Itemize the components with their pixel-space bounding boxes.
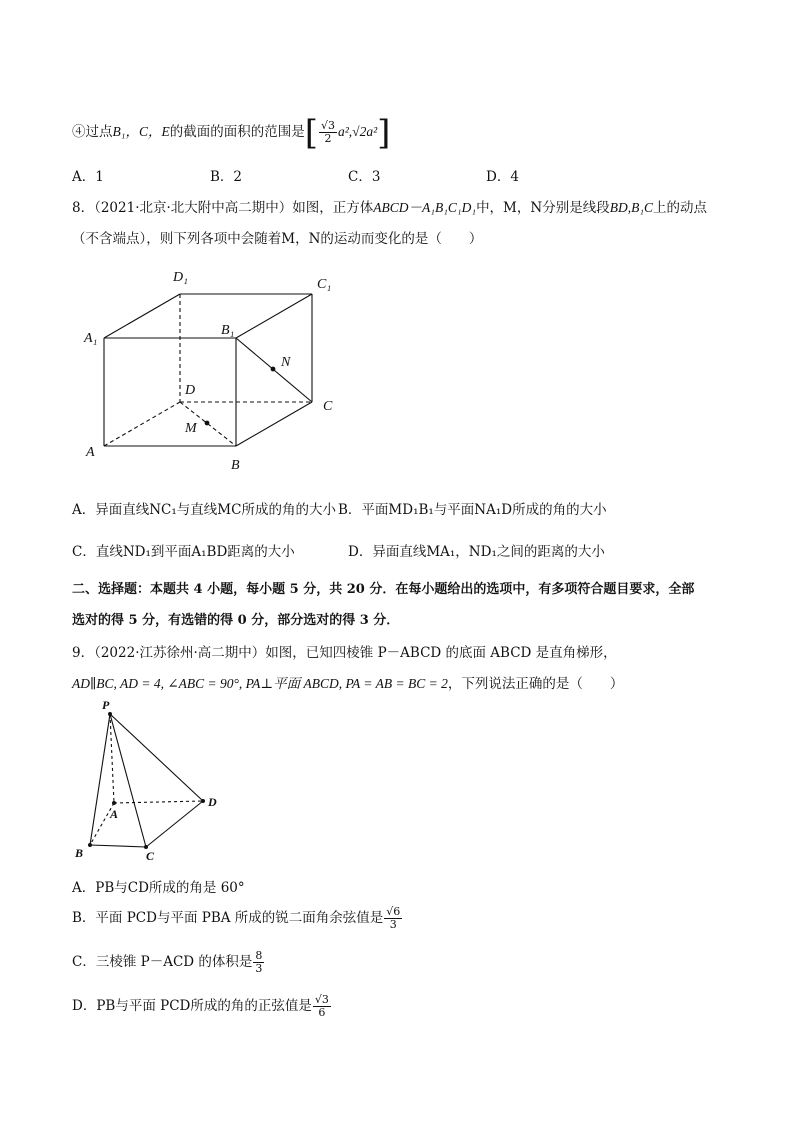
q8-segments: BD,B₁C (609, 200, 654, 215)
edge-b1c1 (236, 294, 312, 338)
q9-option-b[interactable] (72, 906, 403, 931)
q8-cube-name: ABCD－A₁B₁C₁D₁ (373, 200, 477, 215)
edge-ad-hidden (114, 801, 203, 803)
frac-den: 3 (255, 962, 263, 975)
label-b: B (75, 846, 84, 860)
option-text: D．PB与平面 PCD所成的角的正弦值是 (72, 998, 312, 1014)
vertex-d (201, 799, 205, 803)
edge-cd (146, 801, 203, 847)
q8-stem-line1 (72, 198, 707, 218)
q8-option-c[interactable]: C．直线ND₁到平面A₁BD距离的大小 (72, 544, 295, 560)
frac-den: 3 (389, 918, 397, 931)
q7-option-a[interactable] (72, 165, 104, 185)
label-m: M (185, 421, 197, 436)
q9-option-a[interactable]: A．PB与CD所成的角是 60° (72, 880, 245, 896)
range-left-bracket: [ (304, 112, 318, 153)
q7-item4-text: 的截面的面积的范围是 (169, 124, 305, 140)
option-text: B．平面 PCD与平面 PBA 所成的锐二面角余弦值是 (72, 910, 384, 926)
q8-option-d[interactable]: D．异面直线MA₁，ND₁之间的距离的大小 (348, 544, 605, 560)
q9-option-c[interactable] (72, 950, 265, 975)
label-c1: C₁ (317, 277, 332, 292)
q9-optc-fraction (253, 950, 264, 975)
q7-option-b[interactable] (210, 165, 242, 185)
q9-suffix: ，下列说法正确的是（ ） (447, 676, 624, 692)
frac-den: 6 (318, 1006, 326, 1019)
q7-option-d[interactable] (486, 165, 519, 185)
q9-conditions: AD∥BC, AD = 4, ∠ABC = 90°, PA⊥平面 ABCD, PA = AB = BC = 2 (72, 676, 448, 691)
q8-stem-line2: （不含端点），则下列各项中会随着M，N的运动而变化的是（ ） (72, 231, 483, 247)
edge-bc (90, 845, 146, 847)
point-m (205, 421, 210, 426)
edge-ad-hidden (104, 402, 180, 446)
label-a: A (110, 807, 119, 821)
option-text: 1 (95, 169, 104, 185)
q7-option-c[interactable] (348, 165, 380, 185)
q9-optd-fraction (313, 994, 331, 1019)
range-den: 2 (324, 132, 332, 145)
edge-pd (110, 714, 203, 801)
section2-line1: 二、选择题：本题共 4 小题，每小题 5 分，共 20 分．在每小题给出的选项中，有多项符合题目要求，全部 (72, 582, 695, 597)
q8-suffix: 上的动点 (653, 200, 708, 216)
q9-stem-line1: 9．（2022·江苏徐州·高二期中）如图，已知四棱锥 P－ABCD 的底面 ABCD 是直角梯形， (72, 645, 617, 661)
option-text: 4 (510, 169, 519, 185)
range-num: √3 (320, 119, 335, 132)
pyramid-figure (70, 698, 230, 868)
section2-line2: 选对的得 5 分，有选错的得 0 分，部分选对的得 3 分． (72, 613, 400, 628)
q9-optb-fraction (384, 906, 402, 931)
edge-a1d1 (104, 294, 180, 338)
range-right: √2a² (352, 124, 378, 139)
label-c: C (146, 849, 155, 863)
cube-figure (75, 262, 375, 482)
option-label: C． (348, 169, 372, 185)
q8-option-b[interactable]: B．平面MD₁B₁与平面NA₁D所成的角的大小 (338, 502, 607, 518)
option-label: D． (486, 169, 511, 185)
label-c: C (323, 399, 333, 414)
option-text: C．三棱锥 P－ACD 的体积是 (72, 954, 253, 970)
edge-pb (90, 714, 110, 845)
q7-item4 (72, 112, 391, 153)
frac-num: √6 (386, 905, 401, 918)
point-n (271, 367, 276, 372)
label-a1: A₁ (84, 331, 98, 346)
q9-stem-line2 (72, 674, 623, 694)
label-a: A (86, 445, 95, 460)
vertex-p (108, 712, 112, 716)
label-p: P (102, 698, 110, 712)
q7-item4-points: B₁，C，E (112, 124, 170, 139)
range-fraction (319, 120, 337, 145)
label-n: N (281, 355, 291, 370)
edge-bc (236, 402, 312, 446)
label-d1: D₁ (173, 270, 188, 285)
edge-pc (110, 714, 146, 847)
option-text: 3 (371, 169, 381, 185)
q9-option-d[interactable] (72, 994, 332, 1019)
q8-option-a[interactable]: A．异面直线NC₁与直线MC所成的角的大小 (72, 502, 336, 518)
label-d: D (208, 795, 217, 809)
frac-num: 8 (255, 949, 263, 962)
frac-num: √3 (314, 993, 329, 1006)
q8-mid: 中，M，N分别是线段 (476, 200, 610, 216)
option-label: A． (72, 169, 96, 185)
label-b: B (231, 458, 240, 473)
range-right-bracket: ] (377, 112, 391, 153)
label-d: D (185, 383, 196, 398)
q7-item4-prefix: ④过点 (72, 124, 113, 140)
vertex-a (112, 801, 116, 805)
option-label: B． (210, 169, 234, 185)
label-b1: B₁ (221, 323, 235, 338)
option-text: 2 (233, 169, 243, 185)
vertex-b (88, 843, 92, 847)
q8-prefix: 8．（2021·北京·北大附中高二期中）如图，正方体 (72, 200, 374, 216)
range-a2: a², (337, 124, 353, 139)
